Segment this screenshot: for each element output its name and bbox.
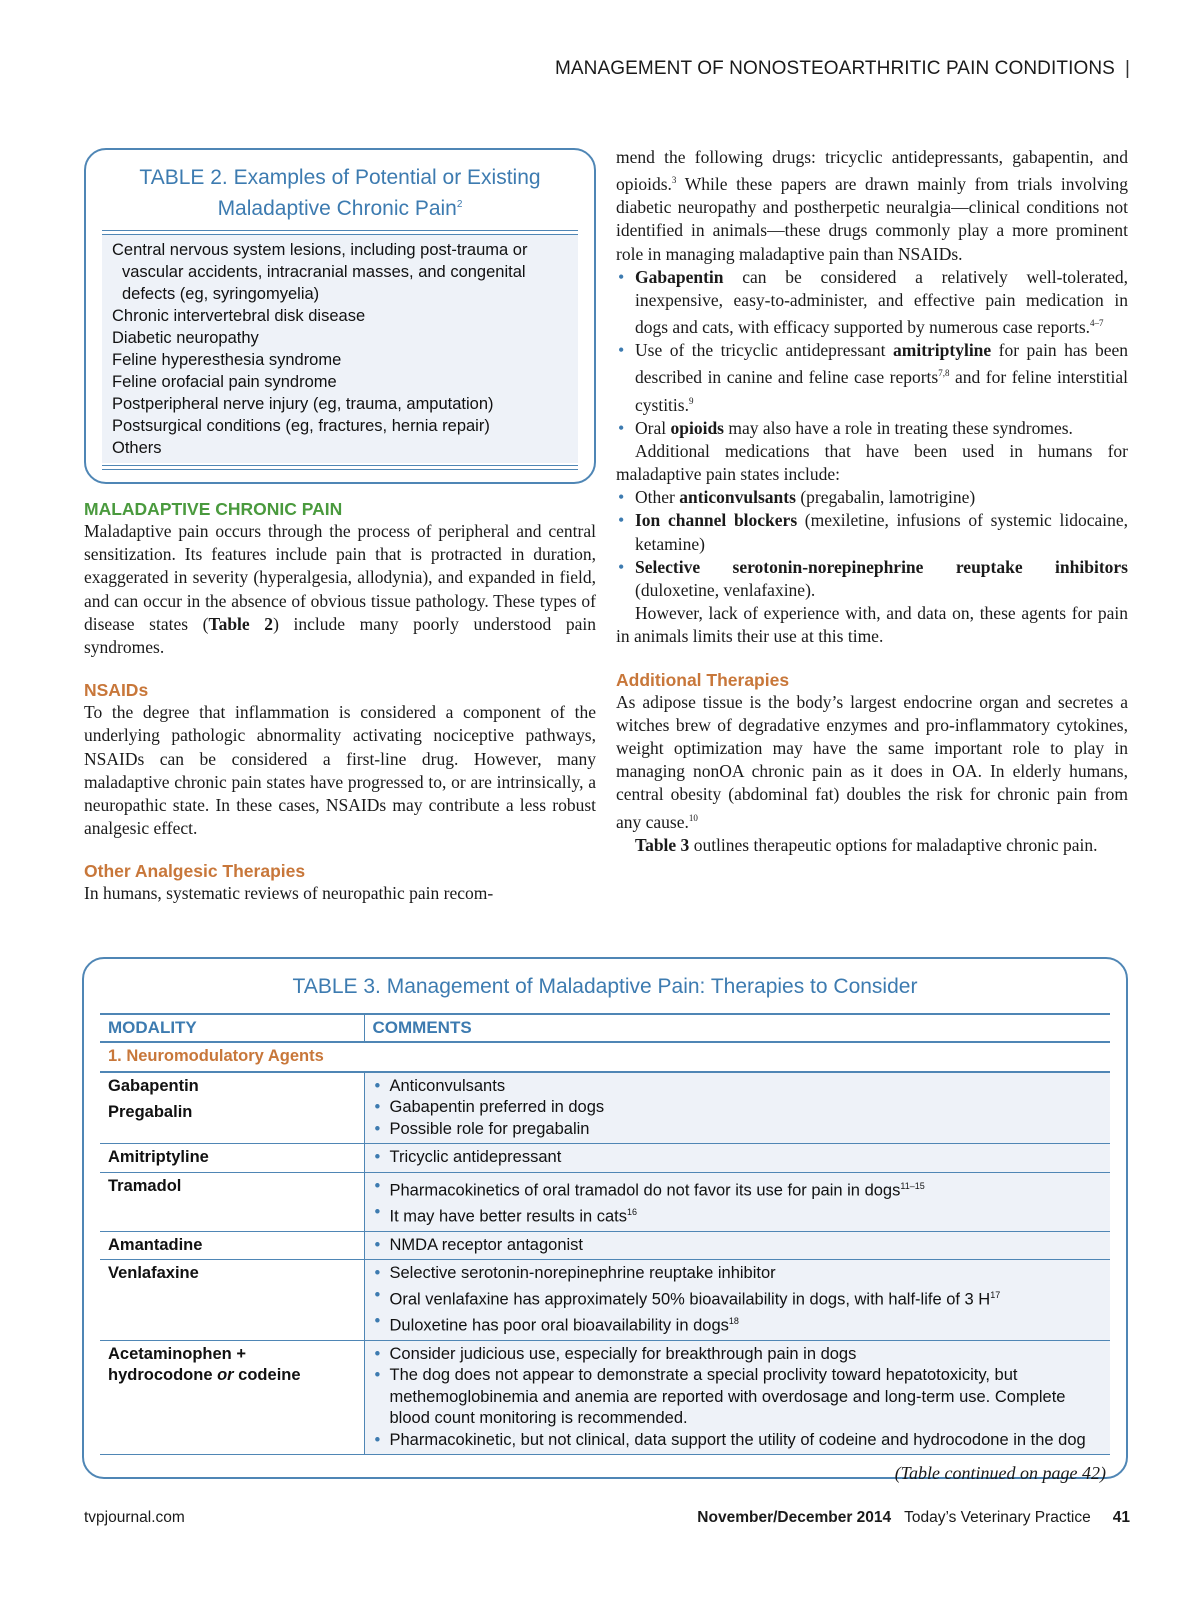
modality-gabapentin: Gabapentin [108,1076,199,1095]
paragraph-continued: mend the following drugs: tricyclic antidepressants, gabapentin, and opioids.$^3$ While these papers are drawn mainly from trials involving diabetic neuropathy and postherpetic neuralgia—clinical conditions not identified in animals—these drugs commonly play a more prominent role in managing maladaptive pain than NSAIDs. [616,147,1128,264]
comment-item: • Gabapentin preferred in dogs [373,1097,1103,1119]
footer-issue: November/December 2014 [697,1509,892,1526]
comment-item: • Duloxetine has poor oral bioavailability in dogs$^{18}$ [373,1311,1103,1337]
table-2-item: Others [112,439,162,457]
footer-right [697,1509,1130,1527]
table-2-box [84,148,596,484]
table-2-item: Postperipheral nerve injury (eg, trauma, amputation) [112,395,494,413]
comments-cell [364,1144,1110,1173]
paragraph-nsaids: To the degree that inflammation is considered a component of the underlying pathologic abnormality activating nociceptive pathways, NSAIDs can be considered a first-line drug. However, many maladaptive chronic pain states have progressed to, or are intrinsically, a neuropathic state. In these cases, NSAIDs may contribute a less robust analgesic effect. [84,702,596,839]
comment-item: • NMDA receptor antagonist [373,1235,1103,1257]
bullet-snri: • Selective serotonin-norepinephrine reuptake inhibitors (duloxetine, venlafaxine). [616,556,1128,602]
table-row [100,1072,1110,1144]
comments-cell [364,1260,1110,1341]
comment-item: • It may have better results in cats$^{16}$ [373,1202,1103,1228]
left-column [84,148,596,906]
comment-item: • Selective serotonin-norepinephrine reuptake inhibitor [373,1263,1103,1285]
footer-journal: Today’s Veterinary Practice [904,1509,1091,1526]
table-2-item: Feline orofacial pain syndrome [112,373,337,391]
section-heading-additional-therapies: Additional Therapies [616,669,790,690]
comment-item: • The dog does not appear to demonstrate a special proclivity toward hepatotoxicity, but methemoglobinemia and anemia are reported with overdosage and long-term use. Complete blood count monitoring is recommended. [373,1365,1103,1430]
table-row [100,1144,1110,1173]
table-2-item: Central nervous system lesions, including post-trauma or vascular accidents, intracranial masses, and congenital defects (eg, syringomyelia) [112,241,528,303]
section-heading-nsaids: NSAIDs [84,680,149,701]
bullet-gabapentin: • Gabapentin can be considered a relatively well-tolerated, inexpensive, easy-to-administer, and effective pain medication in dogs and cats, with efficacy supported by numerous case reports.$^{4-7}$ [616,266,1128,339]
table-3 [100,1013,1110,1455]
comments-cell [364,1072,1110,1144]
section-label: 1. Neuromodulatory Agents [100,1042,1110,1072]
table-2-list [102,235,578,463]
paragraph-other-analgesic: In humans, systematic reviews of neuropathic pain recom- [84,883,494,904]
table-2-item: Chronic intervertebral disk disease [112,307,366,325]
table-row [100,1172,1110,1231]
paragraph-however: However, lack of experience with, and data on, these agents for pain in animals limits their use at this time. [616,603,1128,647]
comments-cell [364,1172,1110,1231]
column-header-modality: MODALITY [100,1014,364,1042]
bullet-opioids: • Oral opioids may also have a role in treating these syndromes. [616,417,1128,440]
comment-item: • Tricyclic antidepressant [373,1147,1103,1169]
paragraph-table-3-ref: Table 3 outlines therapeutic options for maladaptive chronic pain. [635,834,1098,855]
table-2-title-line2: Maladaptive Chronic Pain$^2$ [217,197,463,220]
section-heading-maladaptive: MALADAPTIVE CHRONIC PAIN [84,499,343,519]
paragraph-additional-medications: Additional medications that have been used in humans for maladaptive pain states include: [616,440,1128,484]
table-2-item: Postsurgical conditions (eg, fractures, hernia repair) [112,417,490,435]
bullet-amitriptyline: • Use of the tricyclic antidepressant amitriptyline for pain has been described in canine and feline case reports$^{7,8}$ and for feline interstitial cystitis.$^9$ [616,339,1128,416]
table-2-item: Feline hyperesthesia syndrome [112,351,342,369]
comment-item: • Pharmacokinetic, but not clinical, data support the utility of codeine and hydrocodone in the dog [373,1430,1103,1452]
table-header-row [100,1014,1110,1042]
footer-site: tvpjournal.com [84,1509,185,1526]
table-section-row [100,1042,1110,1072]
comments-cell [364,1340,1110,1455]
modality-amantadine: Amantadine [100,1231,364,1260]
bullet-anticonvulsants: • Other anticonvulsants (pregabalin, lamotrigine) [616,486,1128,509]
page-number: 41 [1112,1509,1130,1526]
comment-item: • Anticonvulsants [373,1076,1103,1098]
modality-cell [100,1072,364,1144]
table-3-box [82,957,1128,1483]
table-2-title-ref: 2 [456,199,463,210]
table-2-title [102,164,578,222]
table-2-bottom-rule [102,465,578,470]
running-title: MANAGEMENT OF NONOSTEOARTHRITIC PAIN CONDITIONS [554,58,1115,79]
modality-pregabalin: Pregabalin [108,1103,193,1121]
paragraph-adipose: As adipose tissue is the body’s largest endocrine organ and secretes a witches brew of degradative enzymes and pro-inflammatory cytokines, weight optimization may have the same important role to play in managing nonOA chronic pain as it does in OA. In elderly humans, central obesity (abdominal fat) doubles the risk for chronic pain from any cause.$^{10}$ [616,691,1128,832]
table-continued-note: (Table continued on page 42) [894,1463,1106,1483]
comment-item: • Pharmacokinetics of oral tramadol do not favor its use for pain in dogs$^{11-15}$ [373,1176,1103,1202]
table-row [100,1260,1110,1341]
comments-cell [364,1231,1110,1260]
bullet-ion-channel: • Ion channel blockers (mexiletine, infusions of systemic lidocaine, ketamine) [616,509,1128,555]
section-heading-other-analgesic: Other Analgesic Therapies [84,861,306,882]
paragraph-maladaptive: Maladaptive pain occurs through the process of peripheral and central sensitization. Its features include pain that is protracted in duration, exaggerated in severity (hyperalgesia, allodynia), and expanded in field, and can occur in the absence of obvious tissue pathology. These types of disease states (Table 2) include many poorly understood pain syndromes. [84,521,596,658]
table-2-item: Diabetic neuropathy [112,329,259,347]
comment-item: • Consider judicious use, especially for breakthrough pain in dogs [373,1344,1103,1366]
table-2-title-line1: TABLE 2. Examples of Potential or Existing [139,166,541,189]
comment-item: • Possible role for pregabalin [373,1119,1103,1141]
table-row [100,1340,1110,1455]
running-header [555,58,1130,80]
modality-tramadol: Tramadol [100,1172,364,1231]
table-3-title: TABLE 3. Management of Maladaptive Pain: Therapies to Consider [292,975,918,998]
table-row [100,1231,1110,1260]
modality-venlafaxine: Venlafaxine [100,1260,364,1341]
modality-acetaminophen: Acetaminophen + hydrocodone or codeine [100,1340,364,1455]
modality-amitriptyline: Amitriptyline [100,1144,364,1173]
header-separator: | [1124,58,1130,79]
right-column [616,146,1128,857]
comment-item: • Oral venlafaxine has approximately 50% bioavailability in dogs, with half-life of 3 $H^{17}$ [373,1285,1103,1311]
column-header-comments: COMMENTS [364,1014,1110,1042]
